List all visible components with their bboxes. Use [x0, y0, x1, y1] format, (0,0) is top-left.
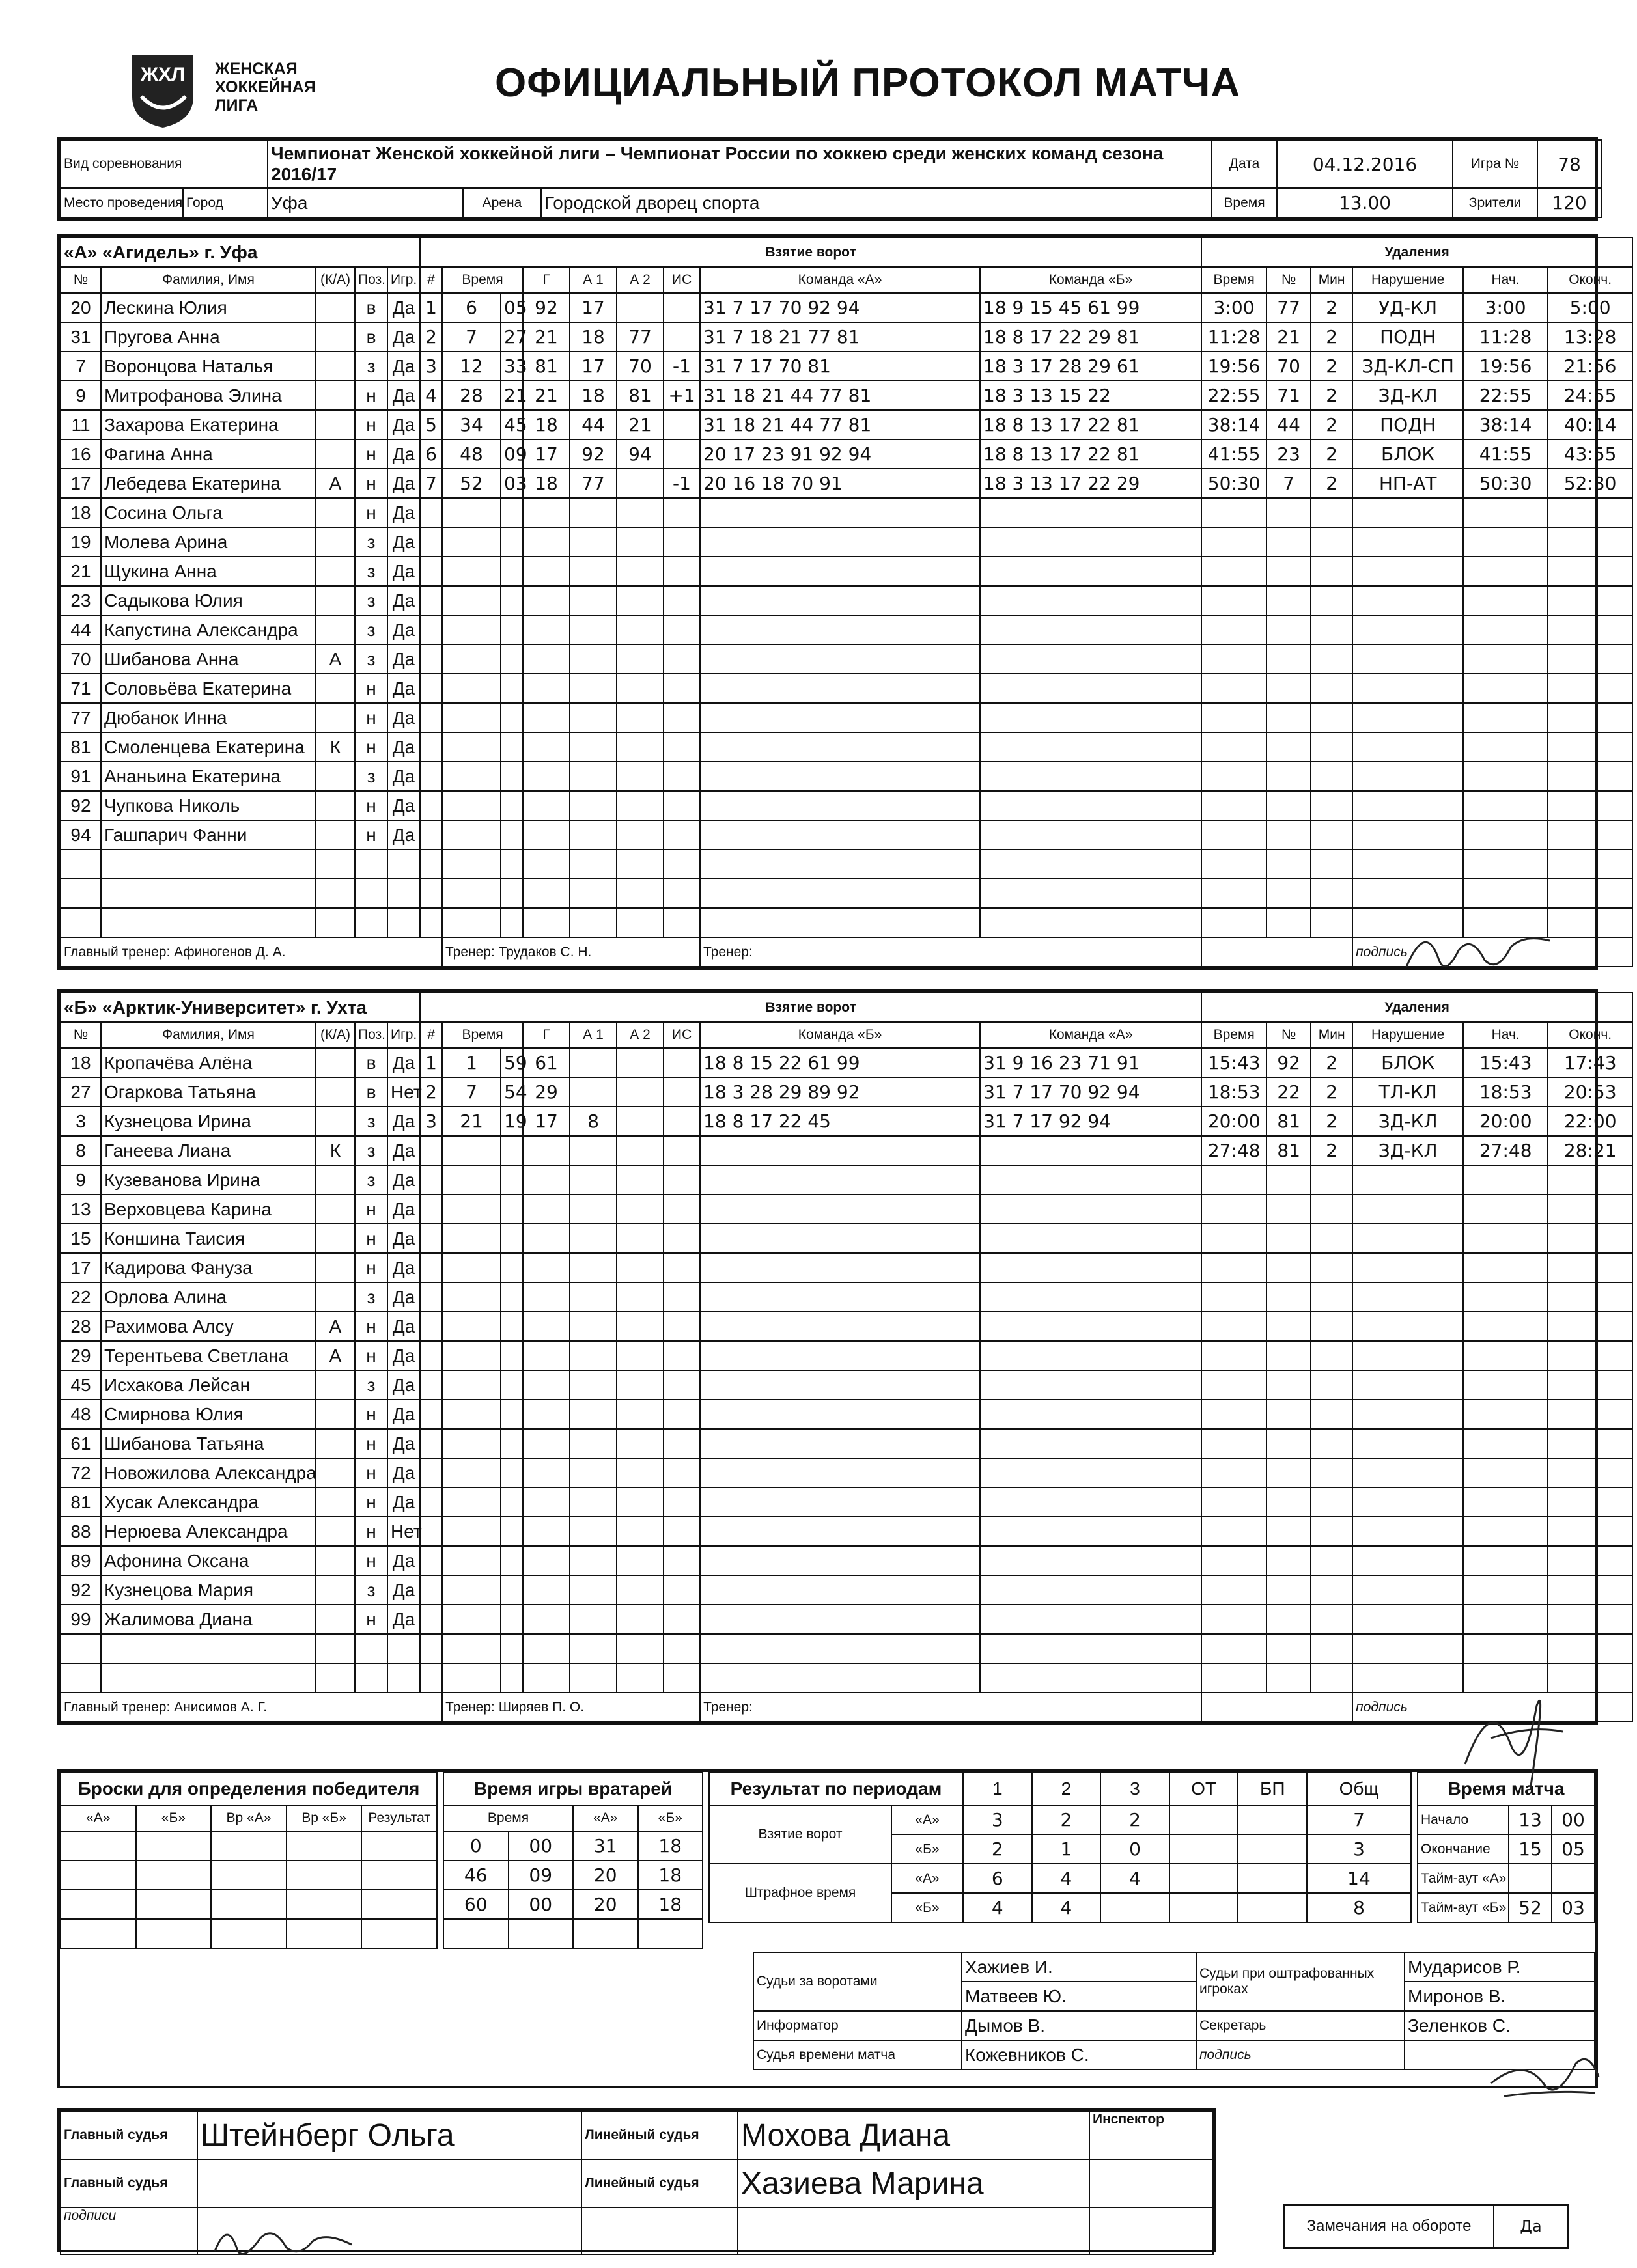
spectators-value: 120 — [1537, 188, 1601, 217]
shootout-title: Броски для определения победителя — [61, 1773, 437, 1805]
coach-2: Тренер: — [700, 937, 1201, 967]
table-row: 92 Чупкова Николь н Да — [61, 791, 1632, 820]
table-row: 70 Шибанова Анна А з Да — [61, 644, 1632, 674]
table-row: 31 Пругова Анна в Да 2 7 27 21 18 77 31 7 18 21 77 81 18 8 17 22 29 81 11:28 21 2 ПОДН 11:28 13:28 — [61, 322, 1632, 352]
goals-header: Взятие ворот — [420, 238, 1201, 267]
table-row — [61, 1634, 1632, 1663]
time-value: 13.00 — [1277, 188, 1453, 217]
table-row: 19 Молева Арина з Да — [61, 527, 1632, 557]
table-row: 89 Афонина Оксана н Да — [61, 1546, 1632, 1575]
table-row: 16 Фагина Анна н Да 6 48 09 17 92 94 20 17 23 91 92 94 18 8 13 17 22 81 41:55 23 2 БЛОК 41:55 43:55 — [61, 439, 1632, 469]
date-label: Дата — [1212, 140, 1277, 188]
arena-value: Городской дворец спорта — [541, 188, 1212, 217]
table-row: 18 Сосина Ольга н Да — [61, 498, 1632, 527]
table-row: 17 Лебедева Екатерина А н Да 7 52 03 18 77 -1 20 16 18 70 91 18 3 13 17 22 29 50:30 7 2 НП-АТ 50:30 52:30 — [61, 469, 1632, 498]
game-label: Игра № — [1453, 140, 1537, 188]
signature-secretary — [1485, 2044, 1602, 2109]
coach-2: Тренер: — [700, 1693, 1201, 1722]
signature-a — [1400, 915, 1556, 986]
pim-label: Штрафное время — [709, 1864, 891, 1922]
table-row: 91 Ананьина Екатерина з Да — [61, 762, 1632, 791]
table-row: 71 Соловьёва Екатерина н Да — [61, 674, 1632, 703]
officials-section: Судьи за воротами Хажиев И. Судьи при оштрафованных игроках Мударисов Р. Матвеев Ю. Миронов В. Информатор Дымов В. Секретарь Зеленков С. Судья времени матча Кожевников С. подпись — [753, 1952, 1595, 2070]
table-row: 88 Нерюева Александра н Нет — [61, 1517, 1632, 1546]
goalie-time-title: Время игры вратарей — [443, 1773, 703, 1805]
head-coach: Главный тренер: Анисимов А. Г. — [61, 1693, 442, 1722]
team-b-block: «Б» «Арктик-Университет» г. Ухта Взятие ворот Удаления № Фамилия, Имя (К/А) Поз. Игр. # Время Г А 1 А 2 ИС Команда «Б» Команда «А» Время № Мин Нарушение Нач. Оконч. 18 Кропачёва Алёна в Да 1 1 59 61 18 8 15 22 61 99 31 9 16 23 71 91 15:43 92 2 БЛОК 15:43 17:43 27 Огаркова Татьяна в Нет 2 7 54 29 18 3 28 29 89 92 31 7 17 70 92 94 18:53 22 2 ТЛ-КЛ 18:53 20:53 3 Кузнецова Ирина з Да 3 21 19 17 8 18 8 17 22 45 31 7 17 92 94 20:00 81 2 ЗД-КЛ 20:00 22:00 8 Ганеева Лиана К з Да 27:48 81 2 ЗД-КЛ 27:48 28:21 9 Кузеванова Ирина з Да 13 Верховцева Карина н Да 15 Коншина Таисия н Да 17 Кадирова Фануза н Да 22 Орлова Алина з Да 28 Рахимова Алсу А н Да 29 Терентьева Светлана А н Да 45 Исхакова Лейсан з Да 48 Смирнова Юлия н Да 61 Шибанова Татьяна н Да 72 Новожилова Александра н Да 81 Хусак Александра н Да 88 Нерюева Александра н Нет 89 Афонина Оксана н Да 92 Кузнецова Мария з Да 99 Жалимова Диана н Да Главный тренер: Анисимов А. Г. Тренер: Ширяев П. О. Тренер: подпись — [57, 989, 1598, 1725]
periods-title: Результат по периодам — [709, 1773, 963, 1805]
team-title: «Б» «Арктик-Университет» г. Ухта — [61, 993, 420, 1022]
team-title: «А» «Агидель» г. Уфа — [61, 238, 420, 267]
table-row: 92 Кузнецова Мария з Да — [61, 1575, 1632, 1605]
table-row: 94 Гашпарич Фанни н Да — [61, 820, 1632, 850]
table-row: 72 Новожилова Александра н Да — [61, 1458, 1632, 1487]
penalties-header: Удаления — [1201, 993, 1632, 1022]
place-label: Место проведения — [61, 188, 183, 217]
goals-label: Взятие ворот — [709, 1805, 891, 1864]
table-row: 9 Митрофанова Элина н Да 4 28 21 21 18 81 +1 31 18 21 44 77 81 18 3 13 15 22 22:55 71 2 ЗД-КЛ 22:55 24:55 — [61, 381, 1632, 410]
table-row: 13 Верховцева Карина н Да — [61, 1195, 1632, 1224]
table-row: 8 Ганеева Лиана К з Да 27:48 81 2 ЗД-КЛ 27:48 28:21 — [61, 1136, 1632, 1165]
league-logo — [127, 51, 199, 129]
page-title: ОФИЦИАЛЬНЫЙ ПРОТОКОЛ МАТЧА — [495, 61, 1241, 105]
spectators-label: Зрители — [1453, 188, 1537, 217]
table-row — [61, 850, 1632, 879]
notes-box: Замечания на обороте Да — [1283, 2204, 1569, 2249]
comp-label: Вид соревнования — [61, 140, 268, 188]
table-row: 29 Терентьева Светлана А н Да — [61, 1341, 1632, 1370]
date-value: 04.12.2016 — [1277, 140, 1453, 188]
table-row: 20 Лескина Юлия в Да 1 6 05 92 17 31 7 17 70 92 94 18 9 15 45 61 99 3:00 77 2 УД-КЛ 3:00 5:00 — [61, 293, 1632, 322]
table-row: 23 Садыкова Юлия з Да — [61, 586, 1632, 615]
table-row: 81 Смоленцева Екатерина К н Да — [61, 732, 1632, 762]
table-row — [61, 908, 1632, 937]
table-row: 44 Капустина Александра з Да — [61, 615, 1632, 644]
table-row — [61, 1663, 1632, 1693]
table-row: 17 Кадирова Фануза н Да — [61, 1253, 1632, 1282]
table-row: 77 Дюбанок Инна н Да — [61, 703, 1632, 732]
table-row: 99 Жалимова Диана н Да — [61, 1605, 1632, 1634]
shootout-section: Броски для определения победителя «А» «Б» Вр «А» Вр «Б» Результат — [60, 1772, 438, 1949]
table-row: 28 Рахимова Алсу А н Да — [61, 1312, 1632, 1341]
arena-label: Арена — [463, 188, 541, 217]
match-info — [57, 137, 1598, 221]
match-time-section: Время матча Начало 13 00 Окончание 15 05 Тайм-аут «А» Тайм-аут «Б» 52 03 — [1417, 1772, 1595, 1923]
table-row: 27 Огаркова Татьяна в Нет 2 7 54 29 18 3 28 29 89 92 31 7 17 70 92 94 18:53 22 2 ТЛ-КЛ 18:53 20:53 — [61, 1077, 1632, 1107]
time-label: Время — [1212, 188, 1277, 217]
table-row: 45 Исхакова Лейсан з Да — [61, 1370, 1632, 1400]
penalties-header: Удаления — [1201, 238, 1632, 267]
signature-b — [1452, 1666, 1569, 1797]
table-row: 81 Хусак Александра н Да — [61, 1487, 1632, 1517]
team-a-block: «А» «Агидель» г. Уфа Взятие ворот Удаления № Фамилия, Имя (К/А) Поз. Игр. # Время Г А 1 А 2 ИС Команда «А» Команда «Б» Время № Мин Нарушение Нач. Оконч. 20 Лескина Юлия в Да 1 6 05 92 17 31 7 17 70 92 94 18 9 15 45 61 99 3:00 77 2 УД-КЛ 3:00 5:00 31 Пругова Анна в Да 2 7 27 21 18 77 31 7 18 21 77 81 18 8 17 22 29 81 11:28 21 2 ПОДН 11:28 13:28 7 Воронцова Наталья з Да 3 12 33 81 17 70 -1 31 7 17 70 81 18 3 17 28 29 61 19:56 70 2 ЗД-КЛ-СП 19:56 21:56 9 Митрофанова Элина н Да 4 28 21 21 18 81 +1 31 18 21 44 77 81 18 3 13 15 22 22:55 71 2 ЗД-КЛ 22:55 24:55 11 Захарова Екатерина н Да 5 34 45 18 44 21 31 18 21 44 77 81 18 8 13 17 22 81 38:14 44 2 ПОДН 38:14 40:14 16 Фагина Анна н Да 6 48 09 17 92 94 20 17 23 91 92 94 18 8 13 17 22 81 41:55 23 2 БЛОК 41:55 43:55 17 Лебедева Екатерина А н Да 7 52 03 18 77 -1 20 16 18 70 91 18 3 13 17 22 29 50:30 7 2 НП-АТ 50:30 52:30 18 Сосина Ольга н Да 19 Молева Арина з Да 21 Щукина Анна з Да 23 Садыкова Юлия з Да 44 Капустина Александра з Да 70 Шибанова Анна А з Да 71 Соловьёва Екатерина н Да 77 Дюбанок Инна н Да 81 Смоленцева Екатерина К н Да 91 Ананьина Екатерина з Да 92 Чупкова Николь н Да 94 Гашпарич Фанни н Да Главный тренер: Афиногенов Д. А. Тренер: Трудаков С. Н. Тренер: подпись — [57, 234, 1598, 970]
logo-text: ЖХЛ — [140, 64, 186, 85]
game-value: 78 — [1537, 140, 1601, 188]
table-row: 9 Кузеванова Ирина з Да — [61, 1165, 1632, 1195]
table-row: 11 Захарова Екатерина н Да 5 34 45 18 44 21 31 18 21 44 77 81 18 8 13 17 22 81 38:14 44 2 ПОДН 38:14 40:14 — [61, 410, 1632, 439]
table-row: 18 Кропачёва Алёна в Да 1 1 59 61 18 8 15 22 61 99 31 9 16 23 71 91 15:43 92 2 БЛОК 15:43 17:43 — [61, 1048, 1632, 1077]
goals-header: Взятие ворот — [420, 993, 1201, 1022]
table-row: 21 Щукина Анна з Да — [61, 557, 1632, 586]
city-value: Уфа — [268, 188, 463, 217]
periods-section: Результат по периодам 1 2 3 ОТ БП Общ Взятие ворот «А» 3 2 2 7 «Б» 2 1 0 3 Штрафное время «А» 6 4 4 14 «Б» 4 4 8 — [708, 1772, 1412, 1923]
goalie-time-section: Время игры вратарей Время «А» «Б» 0 00 31 18 46 09 20 18 60 00 20 18 — [443, 1772, 703, 1949]
coach: Тренер: Ширяев П. О. — [442, 1693, 700, 1722]
signature-referee — [208, 2212, 358, 2264]
table-row: 7 Воронцова Наталья з Да 3 12 33 81 17 70 -1 31 7 17 70 81 18 3 17 28 29 61 19:56 70 2 ЗД-КЛ-СП 19:56 21:56 — [61, 352, 1632, 381]
table-row: 61 Шибанова Татьяна н Да — [61, 1429, 1632, 1458]
match-time-title: Время матча — [1418, 1773, 1595, 1805]
head-coach: Главный тренер: Афиногенов Д. А. — [61, 937, 442, 967]
summary-block — [57, 1769, 1598, 2088]
table-row — [61, 879, 1632, 908]
referees-block: Главный судья Штейнберг Ольга Линейный судья Мохова Диана Инспектор Главный судья Линейный судья Хазиева Марина подписи — [57, 2108, 1216, 2252]
coach: Тренер: Трудаков С. Н. — [442, 937, 700, 967]
table-row: 22 Орлова Алина з Да — [61, 1282, 1632, 1312]
table-row: 15 Коншина Таисия н Да — [61, 1224, 1632, 1253]
table-row: 3 Кузнецова Ирина з Да 3 21 19 17 8 18 8 17 22 45 31 7 17 92 94 20:00 81 2 ЗД-КЛ 20:00 22:00 — [61, 1107, 1632, 1136]
city-label: Город — [183, 188, 268, 217]
table-row: 48 Смирнова Юлия н Да — [61, 1400, 1632, 1429]
league-name: ЖЕНСКАЯ ХОККЕЙНАЯ ЛИГА — [215, 60, 316, 115]
comp-value: Чемпионат Женской хоккейной лиги – Чемпионат России по хоккею среди женских команд сезона 2016/17 — [268, 140, 1212, 188]
